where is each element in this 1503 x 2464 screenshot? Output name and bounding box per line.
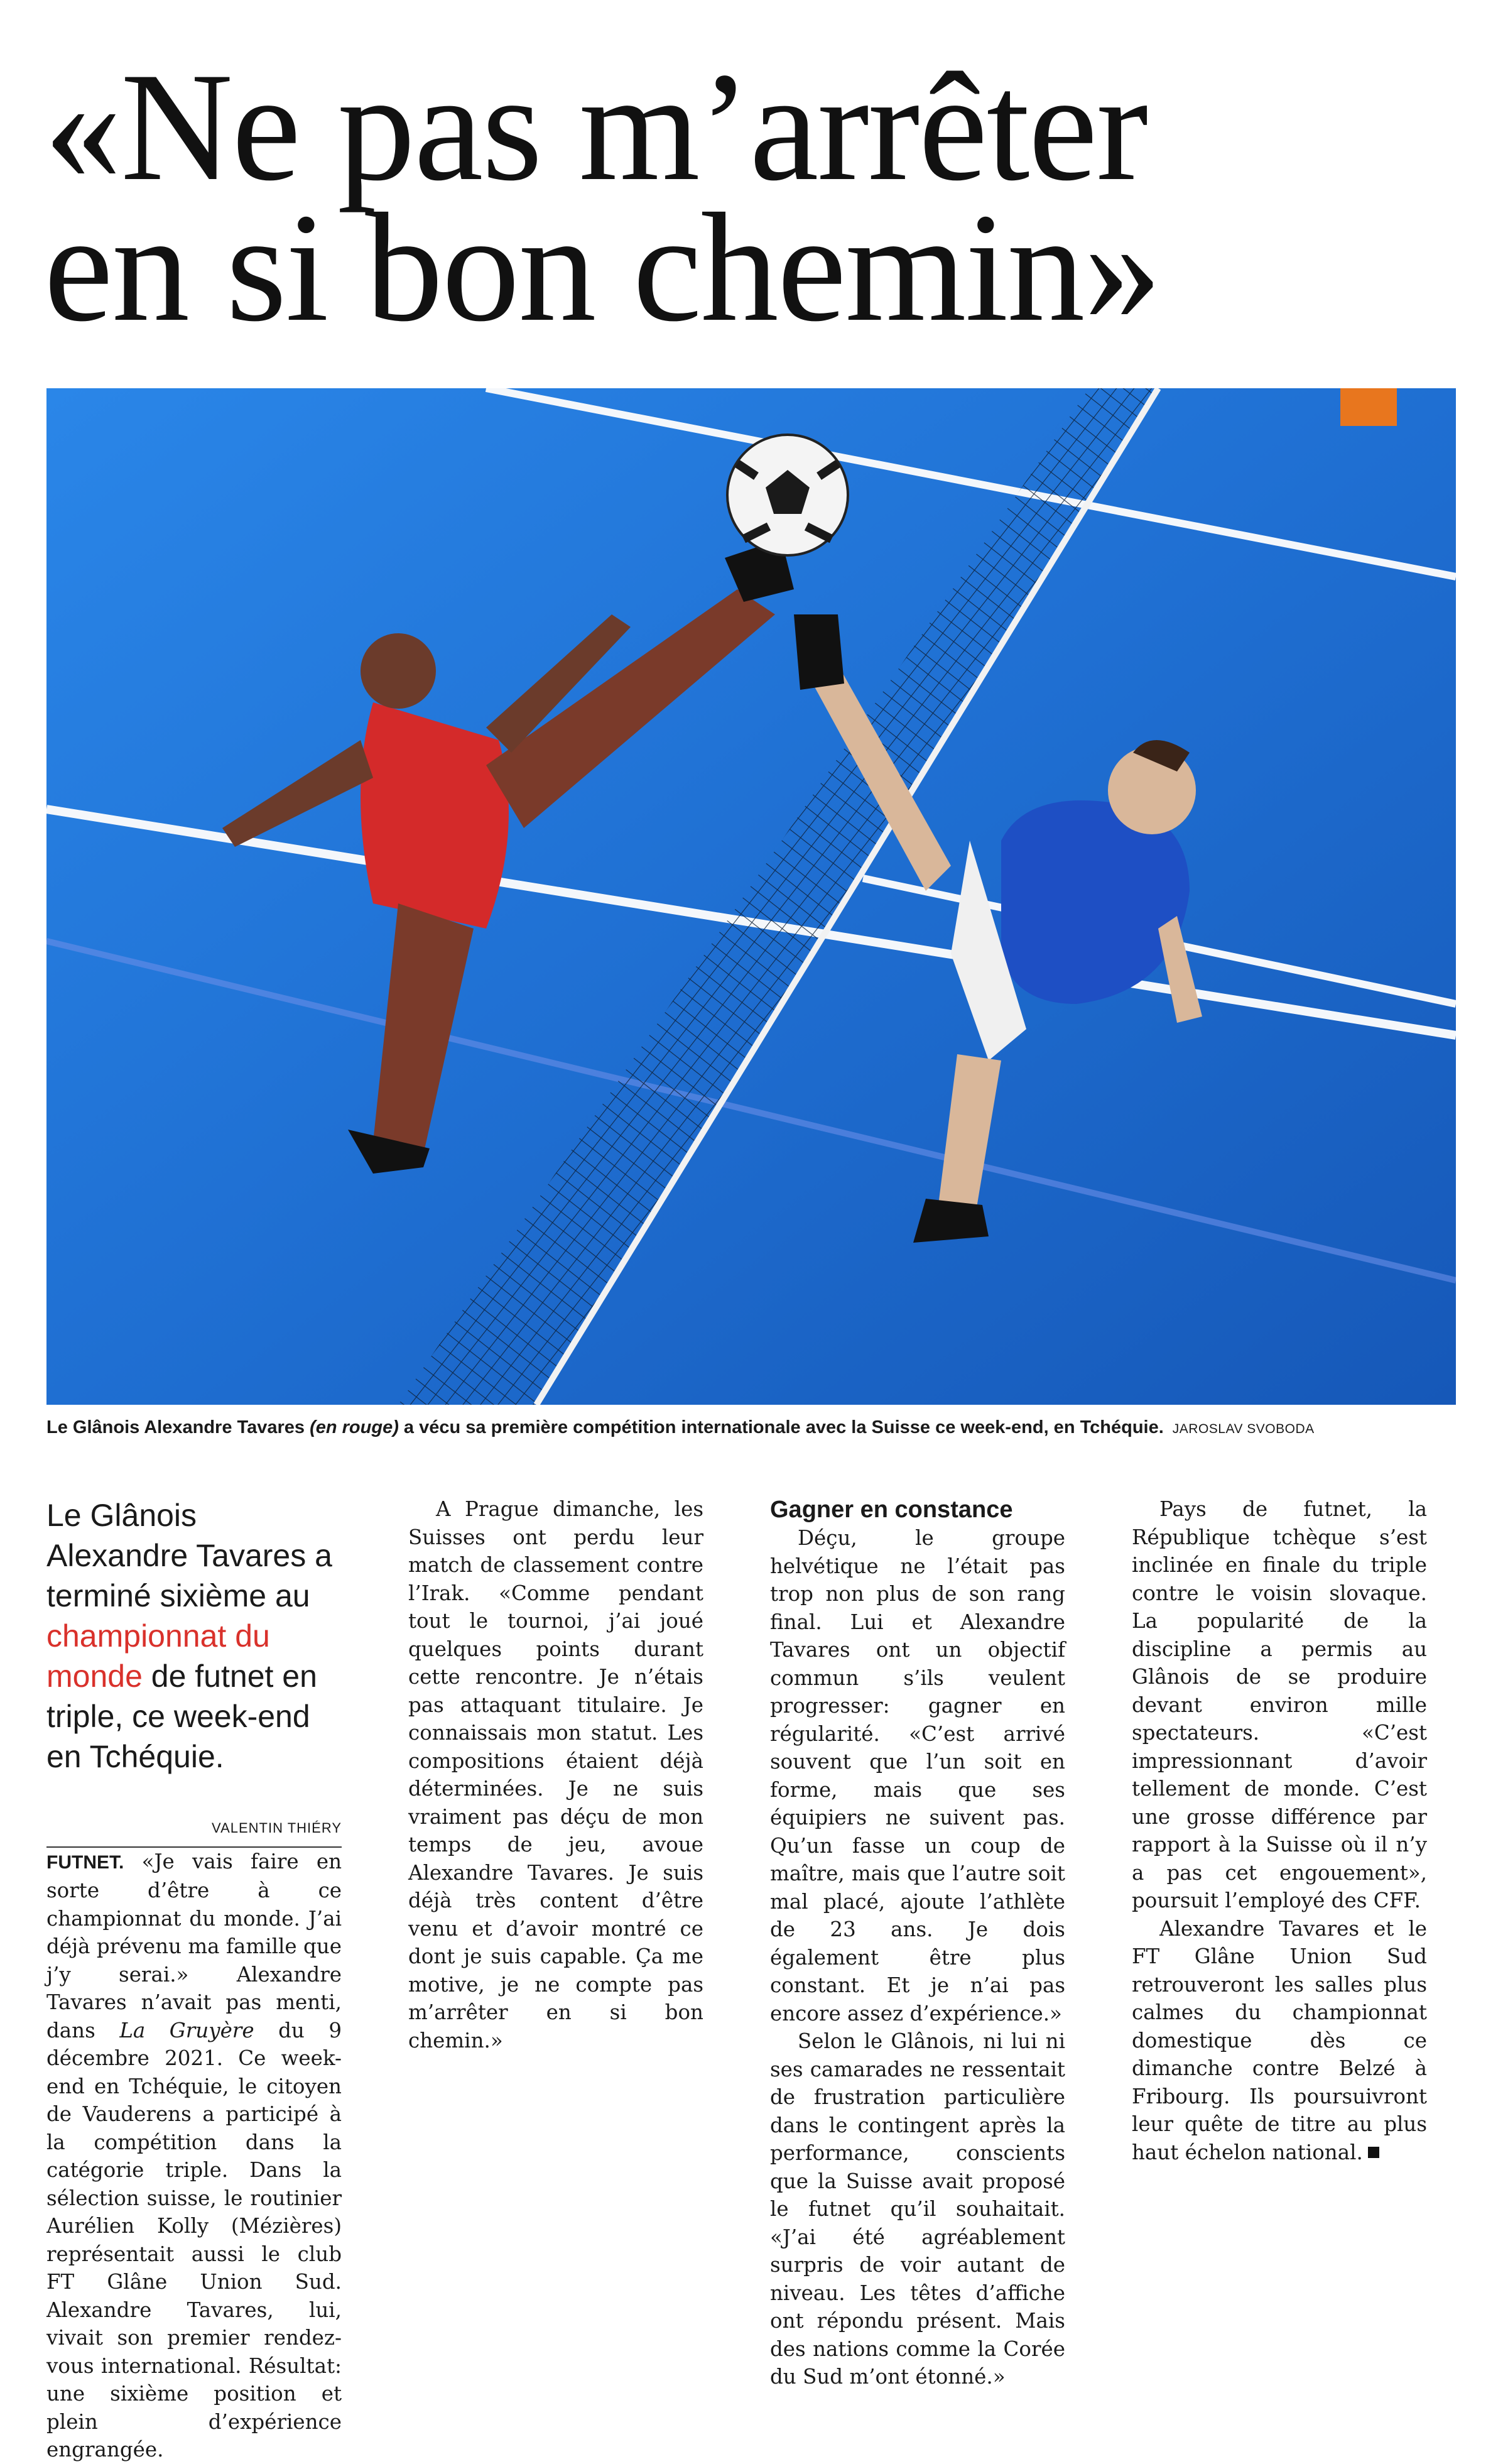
caption-italic: (en rouge) <box>310 1417 399 1437</box>
p6-text: Alexandre Tavares et le FT Glâne Union Sud retrouveront les salles plus calmes du championnat domestique dès ce dimanche contre Belzé à Fribourg. Ils poursuivront leur quête de titre au plus haut échelon national. <box>1132 1916 1427 2164</box>
article-photo <box>46 388 1456 1405</box>
article-paragraph-2: A Prague dimanche, les Suisses ont perdu leur match de classement contre l’Irak. «Comme pendant tout le tournoi, j’ai joué quelques points durant cette rencontre. Je n’étais pas attaquant titulaire. Je connaissais mon statut. Les compositions étaient déjà déterminées. Je ne suis vraiment pas déçu de mon temps de jeu, avoue Alexandre Tavares. Je suis déjà très content d’être venu et d’avoir montré ce dont je suis capable. Ça me motive, je ne compte pas m’arrêter en si bon chemin.» <box>408 1497 703 2052</box>
lead-text-end: de futnet en triple, ce week-end en Tchéquie. <box>46 1659 317 1774</box>
article-paragraph-3: Déçu, le groupe helvétique ne l’était pas trop non plus de son rang final. Lui et Alexandre Tavares ont un objectif commun s’ils veulent progresser: gagner en régularité. «C’est arrivé souvent que l’un soit en forme, mais que ses équipiers ne suivent pas. Qu’un fasse un coup de maître, mais que l’autre soit mal placé, ajoute l’athlète de 23 ans. Je dois également être plus constant. Et je n’ai pas encore assez d’expérience.» <box>770 1526 1065 2025</box>
headline-line-1: «Ne pas m’arrêter <box>44 40 1148 213</box>
caption-text-2: a vécu sa première compétition internationale avec la Suisse ce week-end, en Tchéquie. <box>398 1417 1164 1437</box>
column-2 <box>408 1495 703 2054</box>
end-mark-icon <box>1368 2147 1379 2158</box>
corner-equipment <box>1340 388 1397 426</box>
byline: VALENTIN THIÉRY <box>46 1814 342 1848</box>
column-3 <box>770 1495 1065 2391</box>
p1-text-b: du 9 décembre 2021. Ce week-end en Tchéquie, le citoyen de Vauderens a participé à la compétition dans la catégorie triple. Dans la sélection suisse, le routinier Aurélien Kolly (Mézières) représentait aussi le club FT Glâne Union Sud. Alexandre Tavares, lui, vivait son premier rendez-vous international. Résultat: une sixième position et plein d’expérience engrangée. <box>46 2018 342 2461</box>
article-paragraph-1 <box>46 1848 342 2464</box>
article-paragraph-5: Pays de futnet, la République tchèque s’est inclinée en finale du triple contre le voisin slovaque. La popularité de la discipline a permis au Glânois de se produire devant environ mille spectateurs. «C’est impressionnant d’avoir tellement de monde. C’est une grosse différence par rapport à la Suisse où il n’y a pas cet engouement», poursuit l’employé des CFF. <box>1132 1497 1427 1912</box>
photo-credit: JAROSLAV SVOBODA <box>1172 1422 1315 1436</box>
article-paragraph-6 <box>1132 1915 1427 2167</box>
column-4 <box>1132 1495 1427 2166</box>
kicker: FUTNET. <box>46 1851 124 1873</box>
lead-paragraph <box>46 1495 342 1777</box>
futnet-match-illustration <box>46 388 1456 1405</box>
soccer-ball <box>727 435 848 555</box>
lead-text: Le Glânois Alexandre Tavares a terminé sixième au <box>46 1498 332 1613</box>
p1-text-a: «Je vais faire en sorte d’être à ce championnat du monde. J’ai déjà prévenu ma famille que j’y serai.» Alexandre Tavares n’avait pas menti, dans <box>46 1849 342 2042</box>
article-paragraph-4: Selon le Glânois, ni lui ni ses camarades ne ressentait de frustration particulière dans le contingent après la performance, conscients que la Suisse avait proposé le futnet qu’il souhaitait. «J’ai été agréablement surpris de voir autant de niveau. Les têtes d’affiche ont répondu présent. Mais des nations comme la Corée du Sud m’ont étonné.» <box>770 2029 1065 2389</box>
headline-line-2: en si bon chemin» <box>44 181 1161 354</box>
headline <box>44 40 1476 354</box>
column-1 <box>46 1495 342 2464</box>
subhead: Gagner en constance <box>770 1496 1013 1523</box>
lead-highlight: championnat du monde <box>46 1618 270 1694</box>
photo-caption <box>46 1417 1456 1438</box>
caption-text-1: Le Glânois Alexandre Tavares <box>46 1417 310 1437</box>
p1-italic: La Gruyère <box>119 2018 254 2042</box>
